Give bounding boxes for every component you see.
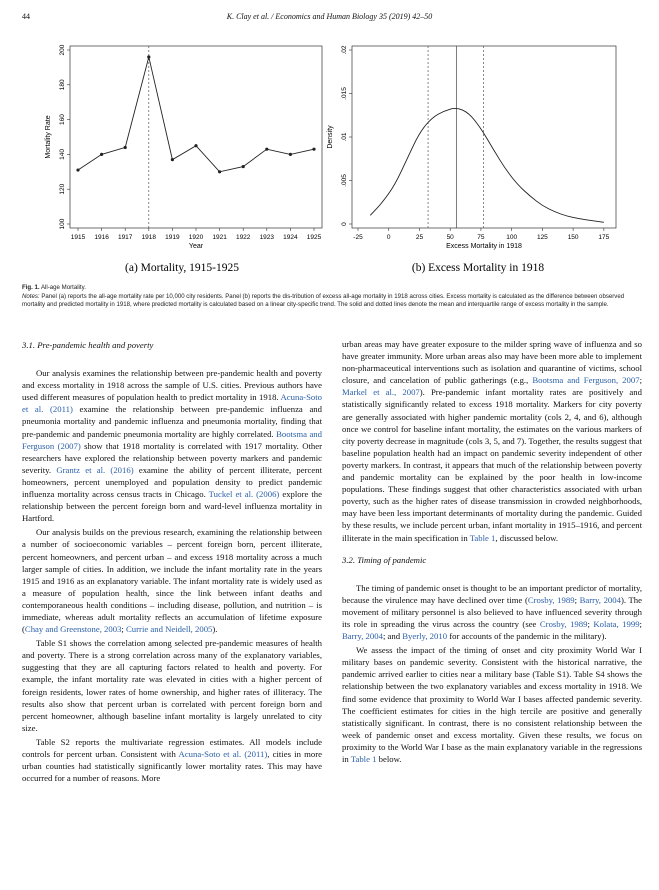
y-tick-label: .015 xyxy=(341,87,348,100)
paragraph-text: ). Pre-pandemic infant mortality rates are positively and statistically significantly related to excess 1918 mortality. Markers for city poverty are generally associated with higher pandemic mortality (cols 2, 4, and 6), although once we control for baseline infant mortality, the estimates on the various markers of city poverty decrease in magnitude (cols 3, 5, and 7). Together, the results suggest that baseline population health had an impact on pandemic severity independent of other poverty markers. In contrast, it appears that much of the relationship between poverty and pandemic mortality can be explained by the poor health in low-income populations. These findings suggest that other characteristics associated with urban poverty, such as the higher rates of disease transmission in crowded neighborhoods, may have been less important determinants of mortality during the pandemic. Guided by these results, we include percent urban, infant mortality in 1915–1916, and percent illiterate in the main specification in xyxy=(342,387,642,543)
x-tick-label: 1919 xyxy=(165,234,180,241)
caption-notes: Panel (a) reports the all-age mortality rate per 10,000 city residents. Panel (b) reports the dis-tribution of excess all-age mortality in 1918 across cities. Excess mortality is calculated as the difference between observed mortality and predicted mortality in 1918, where predicted mortality is calculated based on a linear city-specific trend. The solid and dotted lines denote the mean and interquartile range of excess mortality in the sample. xyxy=(22,292,625,309)
paragraph-text: urban areas may have greater exposure to the milder spring wave of influenza and so have greater immunity. More urban areas also may have been more able to implement non-pharmaceutical interventions such as isolation and quarantine of victims, school closure, and cancelation of public gatherings (e.g., xyxy=(342,339,642,386)
paragraph-text: Table S2 reports the multivariate regression estimates. All models include controls for percent urban. Consistent with xyxy=(22,736,322,759)
paragraph xyxy=(342,644,642,765)
x-tick-label: 100 xyxy=(506,234,518,241)
paragraph-text: We assess the impact of the timing of onset and city proximity World War I military bases on pandemic severity. Consistent with the historical narrative, the pandemic arrived earlier to cities near a military base (Table S1). Table S4 shows the relationship between the two explanatory variables and excess mortality in 1918. We find some evidence that proximity to World War I bases affected pandemic severity. The coefficient estimates for cities in the high tercile are positive and generally statistically significant. In contrast, there is no consistent relationship between the week of pandemic onset and excess mortality. Given these results, we focus on proximity to the World War I base as the main explanatory variable in the regressions in xyxy=(342,645,642,764)
y-tick-label: .005 xyxy=(341,174,348,187)
panel-a-subcaption: (a) Mortality, 1915-1925 xyxy=(125,262,239,274)
data-point xyxy=(147,55,150,58)
data-point xyxy=(312,148,315,151)
figure-1-graphics xyxy=(22,36,637,276)
citation-link[interactable]: Crosby, 1989 xyxy=(527,594,575,605)
running-header xyxy=(22,12,637,24)
x-tick-label: 1917 xyxy=(117,234,133,241)
citation-link[interactable]: Barry, 2004 xyxy=(579,594,621,605)
paragraph-text: examine the relationship between pre-pandemic influenza and pneumonia mortality and pandemic influenza and pneumonia mortality, finding that pre-pandemic and pandemic pneumonia mortality are highly correlated. xyxy=(22,404,322,439)
paragraph-text: below. xyxy=(376,754,402,764)
data-point xyxy=(242,165,245,168)
data-point xyxy=(76,168,79,171)
citation-link[interactable]: Bootsma and Ferguson, 2007 xyxy=(532,375,640,386)
x-tick-label: 50 xyxy=(446,234,454,241)
paragraph-text: ; xyxy=(587,618,594,629)
panel-a-chart xyxy=(45,44,322,250)
paragraph-text: ). The movement of military personnel is also believed to have influenced severity through its role in spreading the virus across the country (see xyxy=(342,594,642,629)
paragraph-text: ; and xyxy=(382,631,403,642)
x-tick-label: 0 xyxy=(386,234,391,241)
citation-link[interactable]: Currie and Neidell, 2005 xyxy=(126,624,213,635)
citation-link[interactable]: Chay and Greenstone, 2003 xyxy=(24,624,122,635)
x-axis-label: Year xyxy=(188,243,204,250)
paragraph-text: ; xyxy=(574,594,580,605)
data-point xyxy=(100,153,103,156)
x-tick-label: 1925 xyxy=(306,234,322,241)
data-point xyxy=(218,170,221,173)
data-point xyxy=(194,144,197,147)
paragraph-text: examine the ability of percent illiterate, percent homeowners, percent unemployed and population density to predict pandemic influenza mortality across census tracts in Chicago. xyxy=(22,464,322,500)
y-axis-label: Density xyxy=(327,125,334,149)
data-point xyxy=(289,153,292,156)
x-tick-label: 1924 xyxy=(283,234,298,241)
paragraph-text: , discussed below. xyxy=(495,532,559,543)
x-tick-label: 1923 xyxy=(259,234,275,241)
panel-b-subcaption: (b) Excess Mortality in 1918 xyxy=(411,262,545,274)
paragraph-text: , cities in more urban counties had statistically significantly lower mortality rates. This may have occurred for a number of reasons. More xyxy=(22,749,322,784)
x-tick-label: 75 xyxy=(477,234,485,241)
citation-link[interactable]: Table 1 xyxy=(469,532,496,543)
density-curve xyxy=(370,108,604,222)
left-column xyxy=(22,339,322,786)
citation-link[interactable]: Byerly, 2010 xyxy=(402,631,448,642)
plot-frame xyxy=(352,46,616,228)
y-tick-label: 200 xyxy=(59,44,66,56)
journal-citation: K. Clay et al. / Economics and Human Biology 35 (2019) 42–50 xyxy=(226,12,433,21)
caption-notes-label: Notes: xyxy=(22,292,40,300)
paragraph xyxy=(22,526,322,635)
y-tick-label: 180 xyxy=(59,79,66,91)
x-tick-label: 1921 xyxy=(212,234,227,241)
citation-link[interactable]: Tuckel et al. (2006) xyxy=(208,489,280,500)
x-tick-label: 175 xyxy=(598,234,610,241)
data-point xyxy=(265,148,268,151)
section-heading-3-2: 3.2. Timing of pandemic xyxy=(342,554,427,565)
page-number: 44 xyxy=(22,12,30,21)
x-tick-label: 1922 xyxy=(235,234,251,241)
right-column xyxy=(342,338,642,767)
paragraph-text: The timing of pandemic onset is thought to be an important predictor of mortality, because the virulence may have declined over time ( xyxy=(342,582,642,605)
citation-link[interactable]: Crosby, 1989 xyxy=(539,618,588,629)
paragraph-text: Our analysis examines the relationship between pre-pandemic health and poverty and excess mortality in 1918 across the sample of U.S. cities. Previous authors have used different measures of population health to predict mortality in 1918. xyxy=(22,368,322,403)
x-tick-label: 1916 xyxy=(94,234,109,241)
x-tick-label: 1915 xyxy=(70,234,86,241)
paragraph xyxy=(342,338,642,544)
citation-link[interactable]: Acuna-Soto et al. (2011) xyxy=(178,749,268,759)
y-axis-label: Mortality Rate xyxy=(45,115,52,159)
y-tick-label: 0 xyxy=(341,222,348,226)
mortality-series-line xyxy=(78,57,314,172)
y-tick-label: 160 xyxy=(59,114,66,126)
paragraph xyxy=(342,582,642,642)
citation-link[interactable]: Markel et al., 2007 xyxy=(342,387,420,398)
section-heading-3-1: 3.1. Pre-pandemic health and poverty xyxy=(22,340,154,350)
x-tick-label: 125 xyxy=(536,234,548,241)
y-tick-label: 120 xyxy=(59,183,66,195)
paragraph-text: ; xyxy=(639,375,642,386)
y-tick-label: .01 xyxy=(341,132,348,142)
x-axis-label: Excess Mortality in 1918 xyxy=(446,243,522,250)
y-tick-label: .02 xyxy=(341,45,348,55)
paragraph xyxy=(22,367,322,524)
citation-link[interactable]: Grantz et al. (2016) xyxy=(56,464,134,475)
citation-link[interactable]: Table 1 xyxy=(350,754,377,764)
paragraph-text: show that 1918 mortality is correlated with 1917 mortality. Other researchers have explored the relationship between poverty markers and pandemic severity. xyxy=(22,440,322,475)
x-tick-label: 150 xyxy=(567,234,579,241)
panel-b-chart xyxy=(327,45,616,250)
paragraph-text: ; xyxy=(121,624,127,635)
y-tick-label: 100 xyxy=(59,218,66,230)
paragraph-text: ; xyxy=(639,618,642,629)
figure-caption xyxy=(22,284,642,310)
x-tick-label: 1920 xyxy=(188,234,204,241)
x-tick-label: 25 xyxy=(415,234,424,241)
x-tick-label: -25 xyxy=(353,234,363,241)
plot-frame xyxy=(70,46,322,228)
data-point xyxy=(124,146,127,149)
paragraph-text: Our analysis builds on the previous research, examining the relationship between a number of socioeconomic variables – percent foreign born, percent illiterate, percent homeowners, and percent urban – and excess 1918 mortality across a much larger sample of cities. In addition, we include the infant mortality rate in the years 1915 and 1916 as an explanatory variable. The infant mortality rate is widely used as a measure of population health, since the link between infant deaths and contemporaneous health conditions – including disease, pollution, and nutrition – is immediate, whereas adult mortality reflects an accumulation of lifetime exposure ( xyxy=(22,527,322,635)
caption-title: All-age Mortality. xyxy=(40,284,86,291)
paragraph: Table S1 shows the correlation among selected pre-pandemic measures of health and poverty. There is a strong correlation across many of the explanatory variables, suggesting that they are all capturing factors related to health and poverty. For example, the infant mortality rate was elevated in cities with a higher percent of foreign residents, lower rates of home ownership, and higher rates of illiteracy. The results also show that percent urban is correlated with percent foreign born and percent homeowner, although baseline infant mortality is largely unrelated to city size. xyxy=(22,638,322,733)
caption-label: Fig. 1. xyxy=(22,284,40,291)
y-tick-label: 140 xyxy=(59,148,66,160)
x-tick-label: 1918 xyxy=(141,234,157,241)
citation-link[interactable]: Barry, 2004 xyxy=(342,631,383,642)
paragraph-text: ). xyxy=(212,624,218,635)
paragraph xyxy=(22,736,322,784)
paragraph-text: explore the relationship between the percent foreign born and ward-level influenza mortality in Hartford. xyxy=(22,489,323,524)
citation-link[interactable]: Acuna-Soto et al. (2011) xyxy=(22,392,322,415)
figure-1 xyxy=(22,36,637,276)
citation-link[interactable]: Kolata, 1999 xyxy=(593,618,640,629)
paragraph-text: for accounts of the pandemic in the military). xyxy=(447,631,607,642)
citation-link[interactable]: Bootsma and Ferguson (2007) xyxy=(22,428,322,451)
data-point xyxy=(171,158,174,161)
